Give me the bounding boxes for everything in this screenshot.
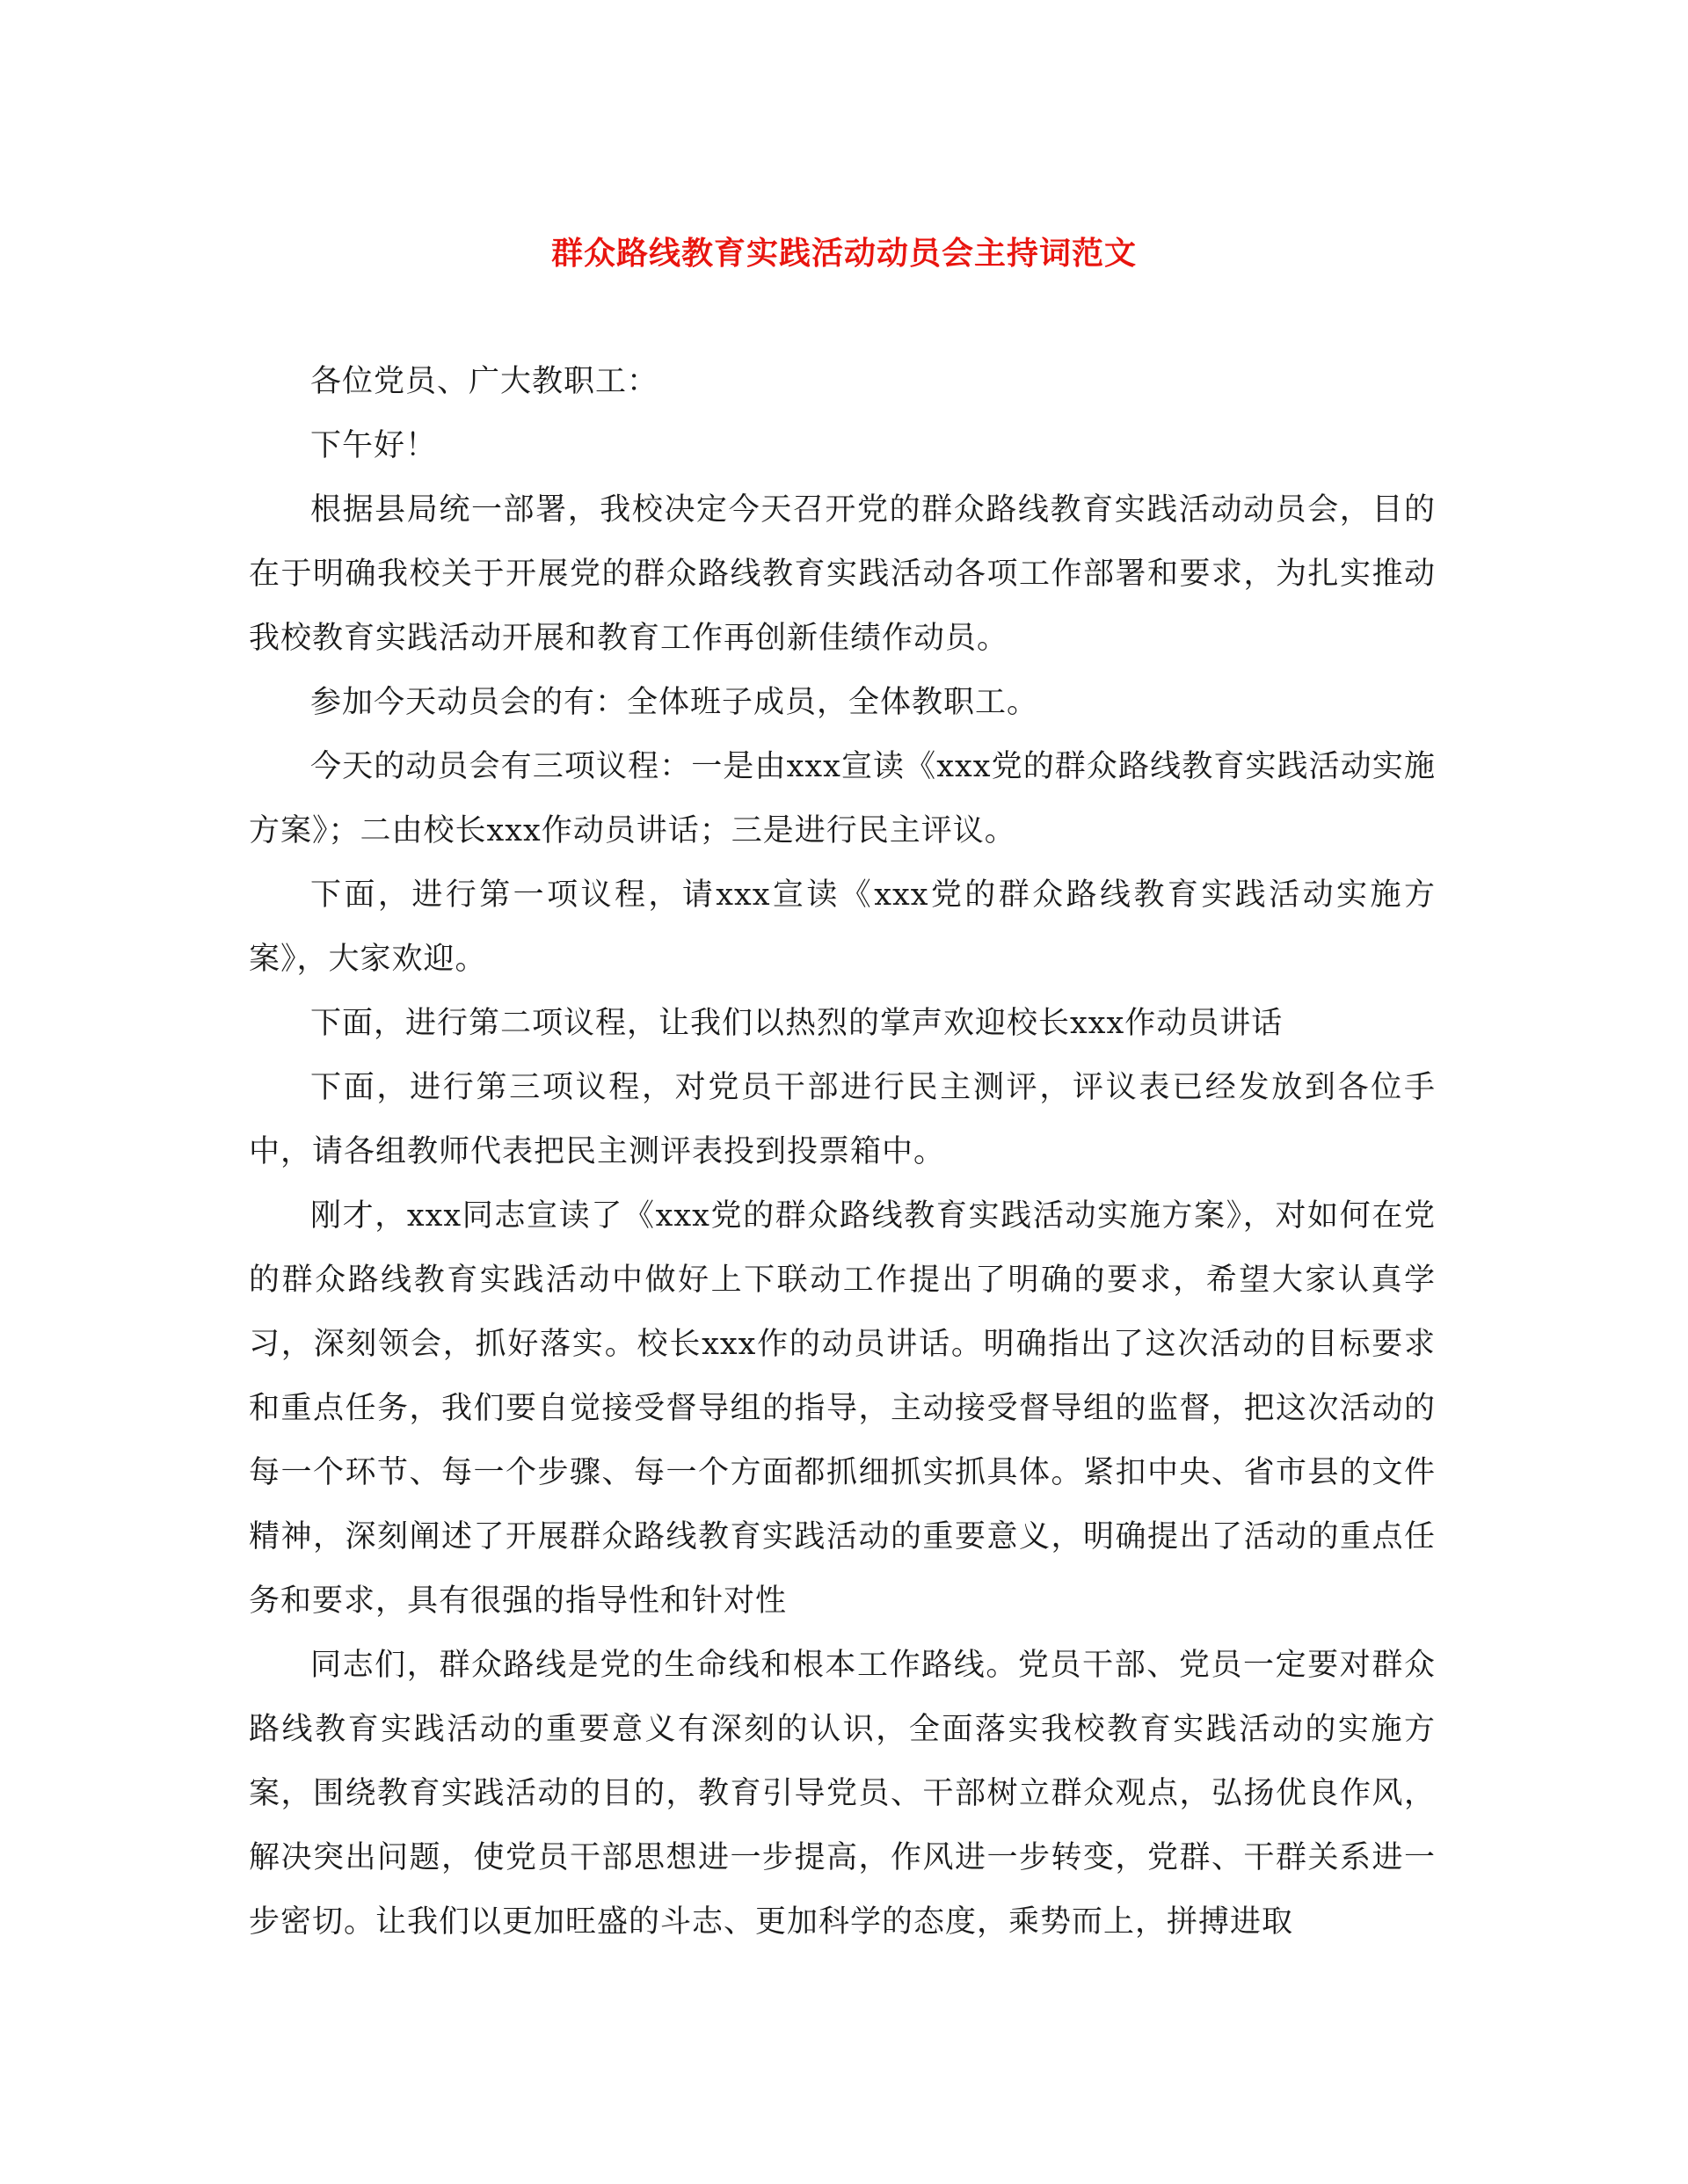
paragraph-summary: 刚才，xxx同志宣读了《xxx党的群众路线教育实践活动实施方案》，对如何在党的群众路线教育实践活动中做好上下联动工作提出了明确的要求，希望大家认真学习，深刻领会，抓好落实。校长xxx作的动员讲话。明确指出了这次活动的目标要求和重点任务，我们要自觉接受督导组的指导，主动接受督导组的监督，把这次活动的每一个环节、每一个步骤、每一个方面都抓细抓实抓具体。紧扣中央、省市县的文件精神，深刻阐述了开展群众路线教育实践活动的重要意义，明确提出了活动的重点任务和要求，具有很强的指导性和针对性 (249, 1198, 1436, 1619)
paragraph-greeting: 下午好！ (310, 428, 438, 463)
paragraph-agenda-item-2: 下面，进行第二项议程，让我们以热烈的掌声欢迎校长xxx作动员讲话 (310, 1006, 1284, 1041)
paragraph-agenda-item-3: 下面，进行第三项议程，对党员干部进行民主测评，评议表已经发放到各位手中，请各组教师代表把民主测评表投到投票箱中。 (249, 1070, 1436, 1169)
paragraph-salutation: 各位党员、广大教职工： (310, 364, 659, 399)
paragraph-closing: 同志们，群众路线是党的生命线和根本工作路线。党员干部、党员一定要对群众路线教育实践活动的重要意义有深刻的认识，全面落实我校教育实践活动的实施方案，围绕教育实践活动的目的，教育引导党员、干部树立群众观点，弘扬优良作风，解决突出问题，使党员干部思想进一步提高，作风进一步转变，党群、干群关系进一步密切。让我们以更加旺盛的斗志、更加科学的态度，乘势而上，拼搏进取 (249, 1648, 1436, 1940)
paragraph-agenda: 今天的动员会有三项议程：一是由xxx宣读《xxx党的群众路线教育实践活动实施方案》；二由校长xxx作动员讲话；三是进行民主评议。 (249, 749, 1436, 848)
document-title: 群众路线教育实践活动动员会主持词范文 (550, 235, 1137, 272)
paragraph-attendees: 参加今天动员会的有：全体班子成员，全体教职工。 (310, 685, 1039, 720)
paragraph-agenda-item-1: 下面，进行第一项议程，请xxx宣读《xxx党的群众路线教育实践活动实施方案》，大家欢迎。 (249, 877, 1436, 977)
paragraph-purpose: 根据县局统一部署，我校决定今天召开党的群众路线教育实践活动动员会，目的在于明确我校关于开展党的群众路线教育实践活动各项工作部署和要求，为扎实推动我校教育实践活动开展和教育工作再创新佳绩作动员。 (249, 492, 1436, 656)
document-body (249, 350, 1436, 1955)
